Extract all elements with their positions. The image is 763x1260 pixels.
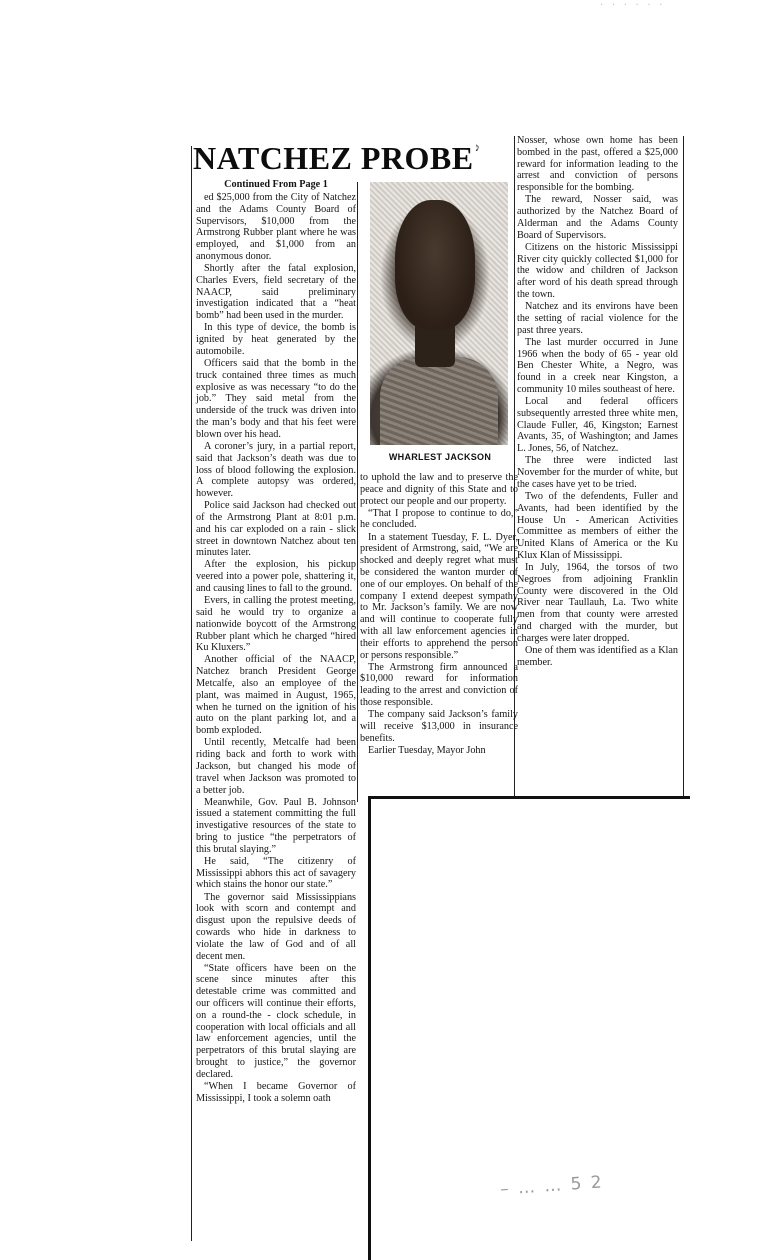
paragraph: One of them was identified as a Klan member. <box>517 644 678 668</box>
paragraph: Two of the defendents, Fuller and Avants, had been identified by the House Un - American Activities Committee as members of either the United Klans of America or the Ku Klux Klan of Mississippi. <box>517 490 678 561</box>
paragraph: Earlier Tuesday, Mayor John <box>368 744 486 756</box>
paragraph: Another official of the NAACP, Natchez branch President George Metcalfe, also an employee of the plant, was maimed in August, 1965, when he turned on the ignition of his auto on the plant parking lot, and a bomb exploded. <box>196 654 356 737</box>
paragraph: Until recently, Metcalfe had been riding back and forth to work with Jackson, but changed his mode of travel when Jackson was promoted to a better job. <box>196 737 356 796</box>
pencil-annotation: – … … 5 2 <box>499 1172 605 1200</box>
portrait-photo <box>370 182 508 445</box>
paragraph: to uphold the law and to preserve the peace and dignity of this State and to protect our people and our property. <box>360 472 518 507</box>
paragraph: The company said Jackson’s family will receive $13,000 in insurance benefits. <box>360 709 518 744</box>
headline: NATCHEZ PROBE <box>193 140 474 176</box>
continued-line: Continued From Page 1 <box>224 179 328 190</box>
article-column-3 <box>517 135 678 669</box>
column-rule-left <box>191 146 192 1241</box>
paragraph: ed $25,000 from the City of Natchez and the Adams County Board of Supervisors, $10,000 from the Armstrong Rubber plant where he was employed, and $1,000 from an anonymous donor. <box>196 192 356 262</box>
paragraph: A coroner’s jury, in a partial report, said that Jackson’s death was due to loss of blood following the explosion. A complete autopsy was ordered, however. <box>196 440 356 500</box>
paragraph: The governor said Mississippians look with scorn and contempt and disgust upon the repulsive deeds of cowards who hide in darkness to violate the law of God and of all decent men. <box>196 891 356 962</box>
paragraph: In a statement Tuesday, F. L. Dyer, president of Armstrong, said, “We are shocked and deeply regret what must be considered the wanton murder of one of our employes. On behalf of the company I extend deepest sympathy to Mr. Jackson’s family. We are now and will continue to cooperate fully with all law enforcement agencies in their efforts to apprehend the person or persons responsible.” <box>360 531 518 661</box>
article-column-1 <box>196 179 356 1105</box>
paragraph: “State officers have been on the scene since minutes after this detestable crime was committed and our officers will continue their efforts, on a round-the - clock schedule, in cooperation with local officials and all law enforcement agencies, until the perpetrators of this brutal slaying are brought to justice,” the governor declared. <box>196 962 356 1080</box>
paragraph: “When I became Governor of Mississippi, I took a solemn oath <box>196 1080 356 1104</box>
paragraph: The three were indicted last November for the murder of white, but the cases have yet to be tried. <box>517 455 678 490</box>
scan-noise: · · · · · · <box>600 0 666 11</box>
paragraph: Shortly after the fatal explosion, Charles Evers, field secretary of the NAACP, said preliminary investigation indicated that a “heat bomb” had been used in the murder. <box>196 263 356 322</box>
headline-smudge: ♪ <box>472 139 482 155</box>
paragraph: In this type of device, the bomb is ignited by heat generated by the automobile. <box>196 322 356 357</box>
paragraph: Local and federal officers subsequently arrested three white men, Claude Fuller, 46, Kingston; Earnest Avants, 35, of Washington; and James L. Jones, 56, of Natchez. <box>517 396 678 455</box>
paragraph: Police said Jackson had checked out of the Armstrong Plant at 8:01 p.m. and his car exploded on a rain - slick street in downtown Natchez about ten minutes later. <box>196 500 356 559</box>
column-rule-1-2 <box>357 182 358 802</box>
paragraph: He said, “The citizenry of Mississippi abhors this act of savagery which stains the honor our state.” <box>196 855 356 891</box>
photo-shirt <box>380 357 498 445</box>
column-rule-right <box>683 136 684 796</box>
paragraph: Evers, in calling the protest meeting, said he would try to organize a nationwide boycott of the Armstrong Rubber plant which he charged “hired Ku Kluxers.” <box>196 595 356 654</box>
paragraph: After the explosion, his pickup veered into a power pole, shattering it, and causing lines to fall to the ground. <box>196 559 356 595</box>
paragraph: Natchez and its environs have been the setting of racial violence for the past three years. <box>517 301 678 336</box>
article-column-2 <box>360 472 518 757</box>
paragraph: In July, 1964, the torsos of two Negroes from adjoining Franklin County were discovered in the Old River near Taullauh, La. Two white men from that county were arrested and charged with the murder, but charges were later dropped. <box>517 562 678 644</box>
paragraph: Citizens on the historic Mississippi River city quickly collected $1,000 for the widow and children of Jackson after word of his death spread through the town. <box>517 241 678 300</box>
paragraph: “That I propose to continue to do,” he concluded. <box>360 507 518 531</box>
photo-caption: WHARLEST JACKSON <box>388 452 492 462</box>
paragraph: The last murder occurred in June 1966 when the body of 65 - year old Ben Chester White, a Negro, was found in a creek near Kingston, a community 10 miles southeast of here. <box>517 336 678 395</box>
paragraph: Nosser, whose own home has been bombed in the past, offered a $25,000 reward for information leading to the arrest and conviction of persons responsible for the bombing. <box>517 135 678 194</box>
paragraph: Officers said that the bomb in the truck contained three times as much explosive as was necessary “to do the job.” They said metal from the underside of the truck was driven into the man’s body and that his feet were blown over his head. <box>196 358 356 440</box>
photo-head <box>395 200 475 330</box>
paragraph: The reward, Nosser said, was authorized by the Natchez Board of Alderman and the Adams County Board of Supervisors. <box>517 194 678 241</box>
paragraph: Meanwhile, Gov. Paul B. Johnson issued a statement committing the full investigative resources of the state to bring to justice “the perpetrators of this brutal slaying.” <box>196 796 356 855</box>
paragraph: The Armstrong firm announced a $10,000 reward for information leading to the arrest and conviction of those responsible. <box>360 661 518 709</box>
